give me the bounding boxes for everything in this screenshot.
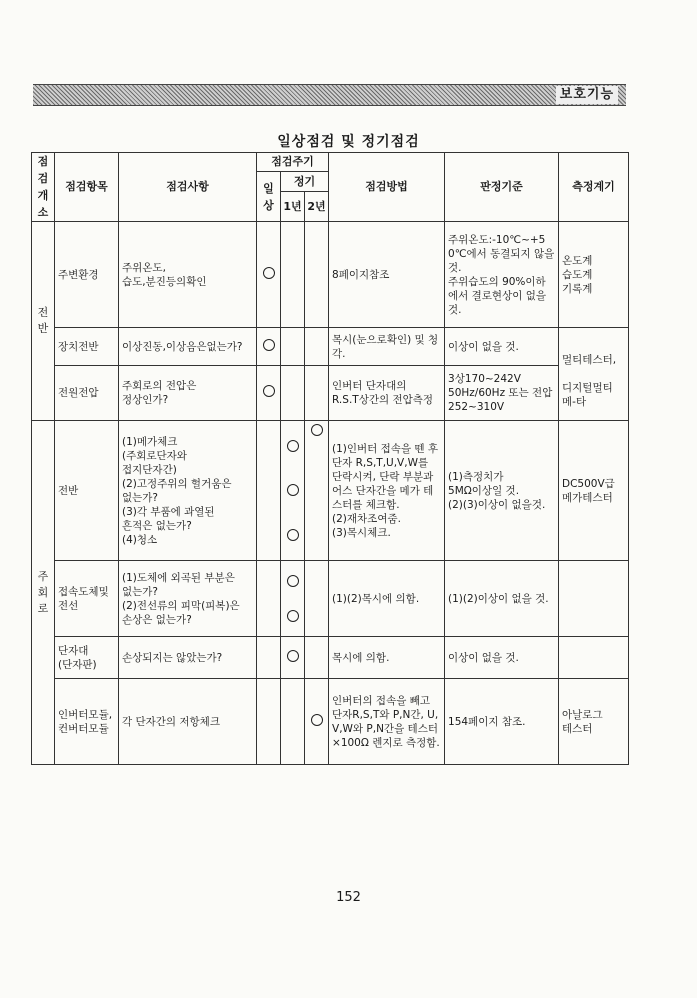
row-criteria: (1)측정치가 5MΩ이상일 것. (2)(3)이상이 없을것. <box>445 421 559 561</box>
area-header-text: 점검개소 <box>37 155 49 219</box>
year2-mark <box>305 421 329 561</box>
daily-mark <box>257 421 281 561</box>
document-title: 일상점검 및 정기점검 <box>277 134 420 150</box>
row-details: (1)도체에 외곡된 부분은 없는가? (2)전선류의 피막(피복)은 손상은 없는가? <box>119 561 257 637</box>
table-row <box>32 561 629 637</box>
col-meter-header: 측정계기 <box>559 153 629 222</box>
circle-mark-icon <box>287 440 299 452</box>
col-year1-header: 1년 <box>281 192 305 222</box>
daily-mark <box>257 328 281 366</box>
row-meter: DC500V급 메가테스터 <box>559 421 629 561</box>
daily-header-text: 일상 <box>263 181 274 212</box>
col-details-header: 점검사항 <box>119 153 257 222</box>
circle-mark-icon <box>263 267 275 279</box>
year2-mark <box>305 637 329 679</box>
col-periodic-header: 정기 <box>281 172 329 192</box>
row-item: 접속도체및 전선 <box>55 561 119 637</box>
daily-mark <box>257 222 281 328</box>
year1-mark <box>281 637 305 679</box>
circle-mark-icon <box>311 424 323 436</box>
row-item: 장치전반 <box>55 328 119 366</box>
row-details: (1)메가체크 (주회로단자와 접지단자간) (2)고정주위의 헐거움은 없는가? (3)각 부품에 과열된 흔적은 없는가? (4)청소 <box>119 421 257 561</box>
row-criteria: (1)(2)이상이 없을 것. <box>445 561 559 637</box>
group-whole-label: 전반 <box>37 306 49 335</box>
year1-mark <box>281 222 305 328</box>
row-details: 주위온도, 습도,분진등의확인 <box>119 222 257 328</box>
row-meter <box>559 328 629 421</box>
row-method: 목시에 의함. <box>329 637 445 679</box>
daily-mark <box>257 637 281 679</box>
row-item: 인버터모듈, 컨버터모듈 <box>55 679 119 765</box>
inspection-table <box>31 152 629 765</box>
circle-mark-icon <box>263 385 275 397</box>
col-area-header <box>32 153 55 222</box>
row-meter: 온도계 습도계 기록계 <box>559 222 629 328</box>
row-method: (1)(2)목시에 의함. <box>329 561 445 637</box>
col-cycle-header: 점검주기 <box>257 153 329 172</box>
group-circuit-label: 주회로 <box>37 569 49 615</box>
circle-mark-icon <box>263 339 275 351</box>
row-method: 인버터 단자대의 R.S.T상간의 전압측정 <box>329 366 445 421</box>
row-details: 각 단자간의 저항체크 <box>119 679 257 765</box>
page-number: 152 <box>336 890 361 905</box>
row-item: 단자대 (단자판) <box>55 637 119 679</box>
daily-mark <box>257 679 281 765</box>
header-row-1 <box>32 153 629 172</box>
row-method: 목시(눈으로확인) 및 청각. <box>329 328 445 366</box>
row-meter-line2: 디지털멀티 메-타 <box>562 382 613 408</box>
row-item: 주변환경 <box>55 222 119 328</box>
row-item: 전원전압 <box>55 366 119 421</box>
table-row <box>32 679 629 765</box>
header-band <box>33 84 626 106</box>
row-meter <box>559 637 629 679</box>
col-method-header: 점검방법 <box>329 153 445 222</box>
row-criteria: 154페이지 참조. <box>445 679 559 765</box>
table-row <box>32 328 629 366</box>
table-row <box>32 421 629 561</box>
row-criteria: 주위온도:-10℃~+50℃에서 동결되지 않을 것. 주위습도의 90%이하에서 결로현상이 없을 것. <box>445 222 559 328</box>
group-circuit <box>32 421 55 765</box>
circle-mark-icon <box>287 575 299 587</box>
col-item-header: 점검항목 <box>55 153 119 222</box>
row-method: 8페이지참조 <box>329 222 445 328</box>
row-details: 주회로의 전압은 정상인가? <box>119 366 257 421</box>
table-row <box>32 366 629 421</box>
row-meter <box>559 561 629 637</box>
daily-mark <box>257 561 281 637</box>
group-whole <box>32 222 55 421</box>
daily-mark <box>257 366 281 421</box>
year1-mark <box>281 679 305 765</box>
row-criteria: 이상이 없을 것. <box>445 637 559 679</box>
year1-mark <box>281 366 305 421</box>
section-label: 보호기능 <box>556 86 618 104</box>
circle-mark-icon <box>311 714 323 726</box>
year1-mark <box>281 561 305 637</box>
row-criteria: 3상170~242V 50Hz/60Hz 또는 전압 252~310V <box>445 366 559 421</box>
row-method: 인버터의 접속을 빼고 단자R,S,T와 P,N간, U,V,W와 P,N간을 테스터×100Ω 렌지로 측정함. <box>329 679 445 765</box>
row-method: (1)인버터 접속을 뗀 후단자 R,S,T,U,V,W를 단락시켜, 단락 부분과 어스 단자간을 메가 테스터를 체크함. (2)재차조여줌. (3)목시체크. <box>329 421 445 561</box>
year1-mark <box>281 421 305 561</box>
table-row <box>32 222 629 328</box>
circle-mark-icon <box>287 650 299 662</box>
row-criteria: 이상이 없을 것. <box>445 328 559 366</box>
year1-mark <box>281 328 305 366</box>
year2-mark <box>305 222 329 328</box>
col-criteria-header: 판정기준 <box>445 153 559 222</box>
row-item: 전반 <box>55 421 119 561</box>
row-meter-line1: 멀티테스터, <box>562 354 617 366</box>
year2-mark <box>305 561 329 637</box>
circle-mark-icon <box>287 610 299 622</box>
year2-mark <box>305 679 329 765</box>
row-meter: 아날로그 테스터 <box>559 679 629 765</box>
circle-mark-icon <box>287 529 299 541</box>
year2-mark <box>305 328 329 366</box>
col-year2-header: 2년 <box>305 192 329 222</box>
row-details: 이상진동,이상음은없는가? <box>119 328 257 366</box>
row-details: 손상되지는 않았는가? <box>119 637 257 679</box>
circle-mark-icon <box>287 484 299 496</box>
col-daily-header <box>257 172 281 222</box>
table-row <box>32 637 629 679</box>
year2-mark <box>305 366 329 421</box>
